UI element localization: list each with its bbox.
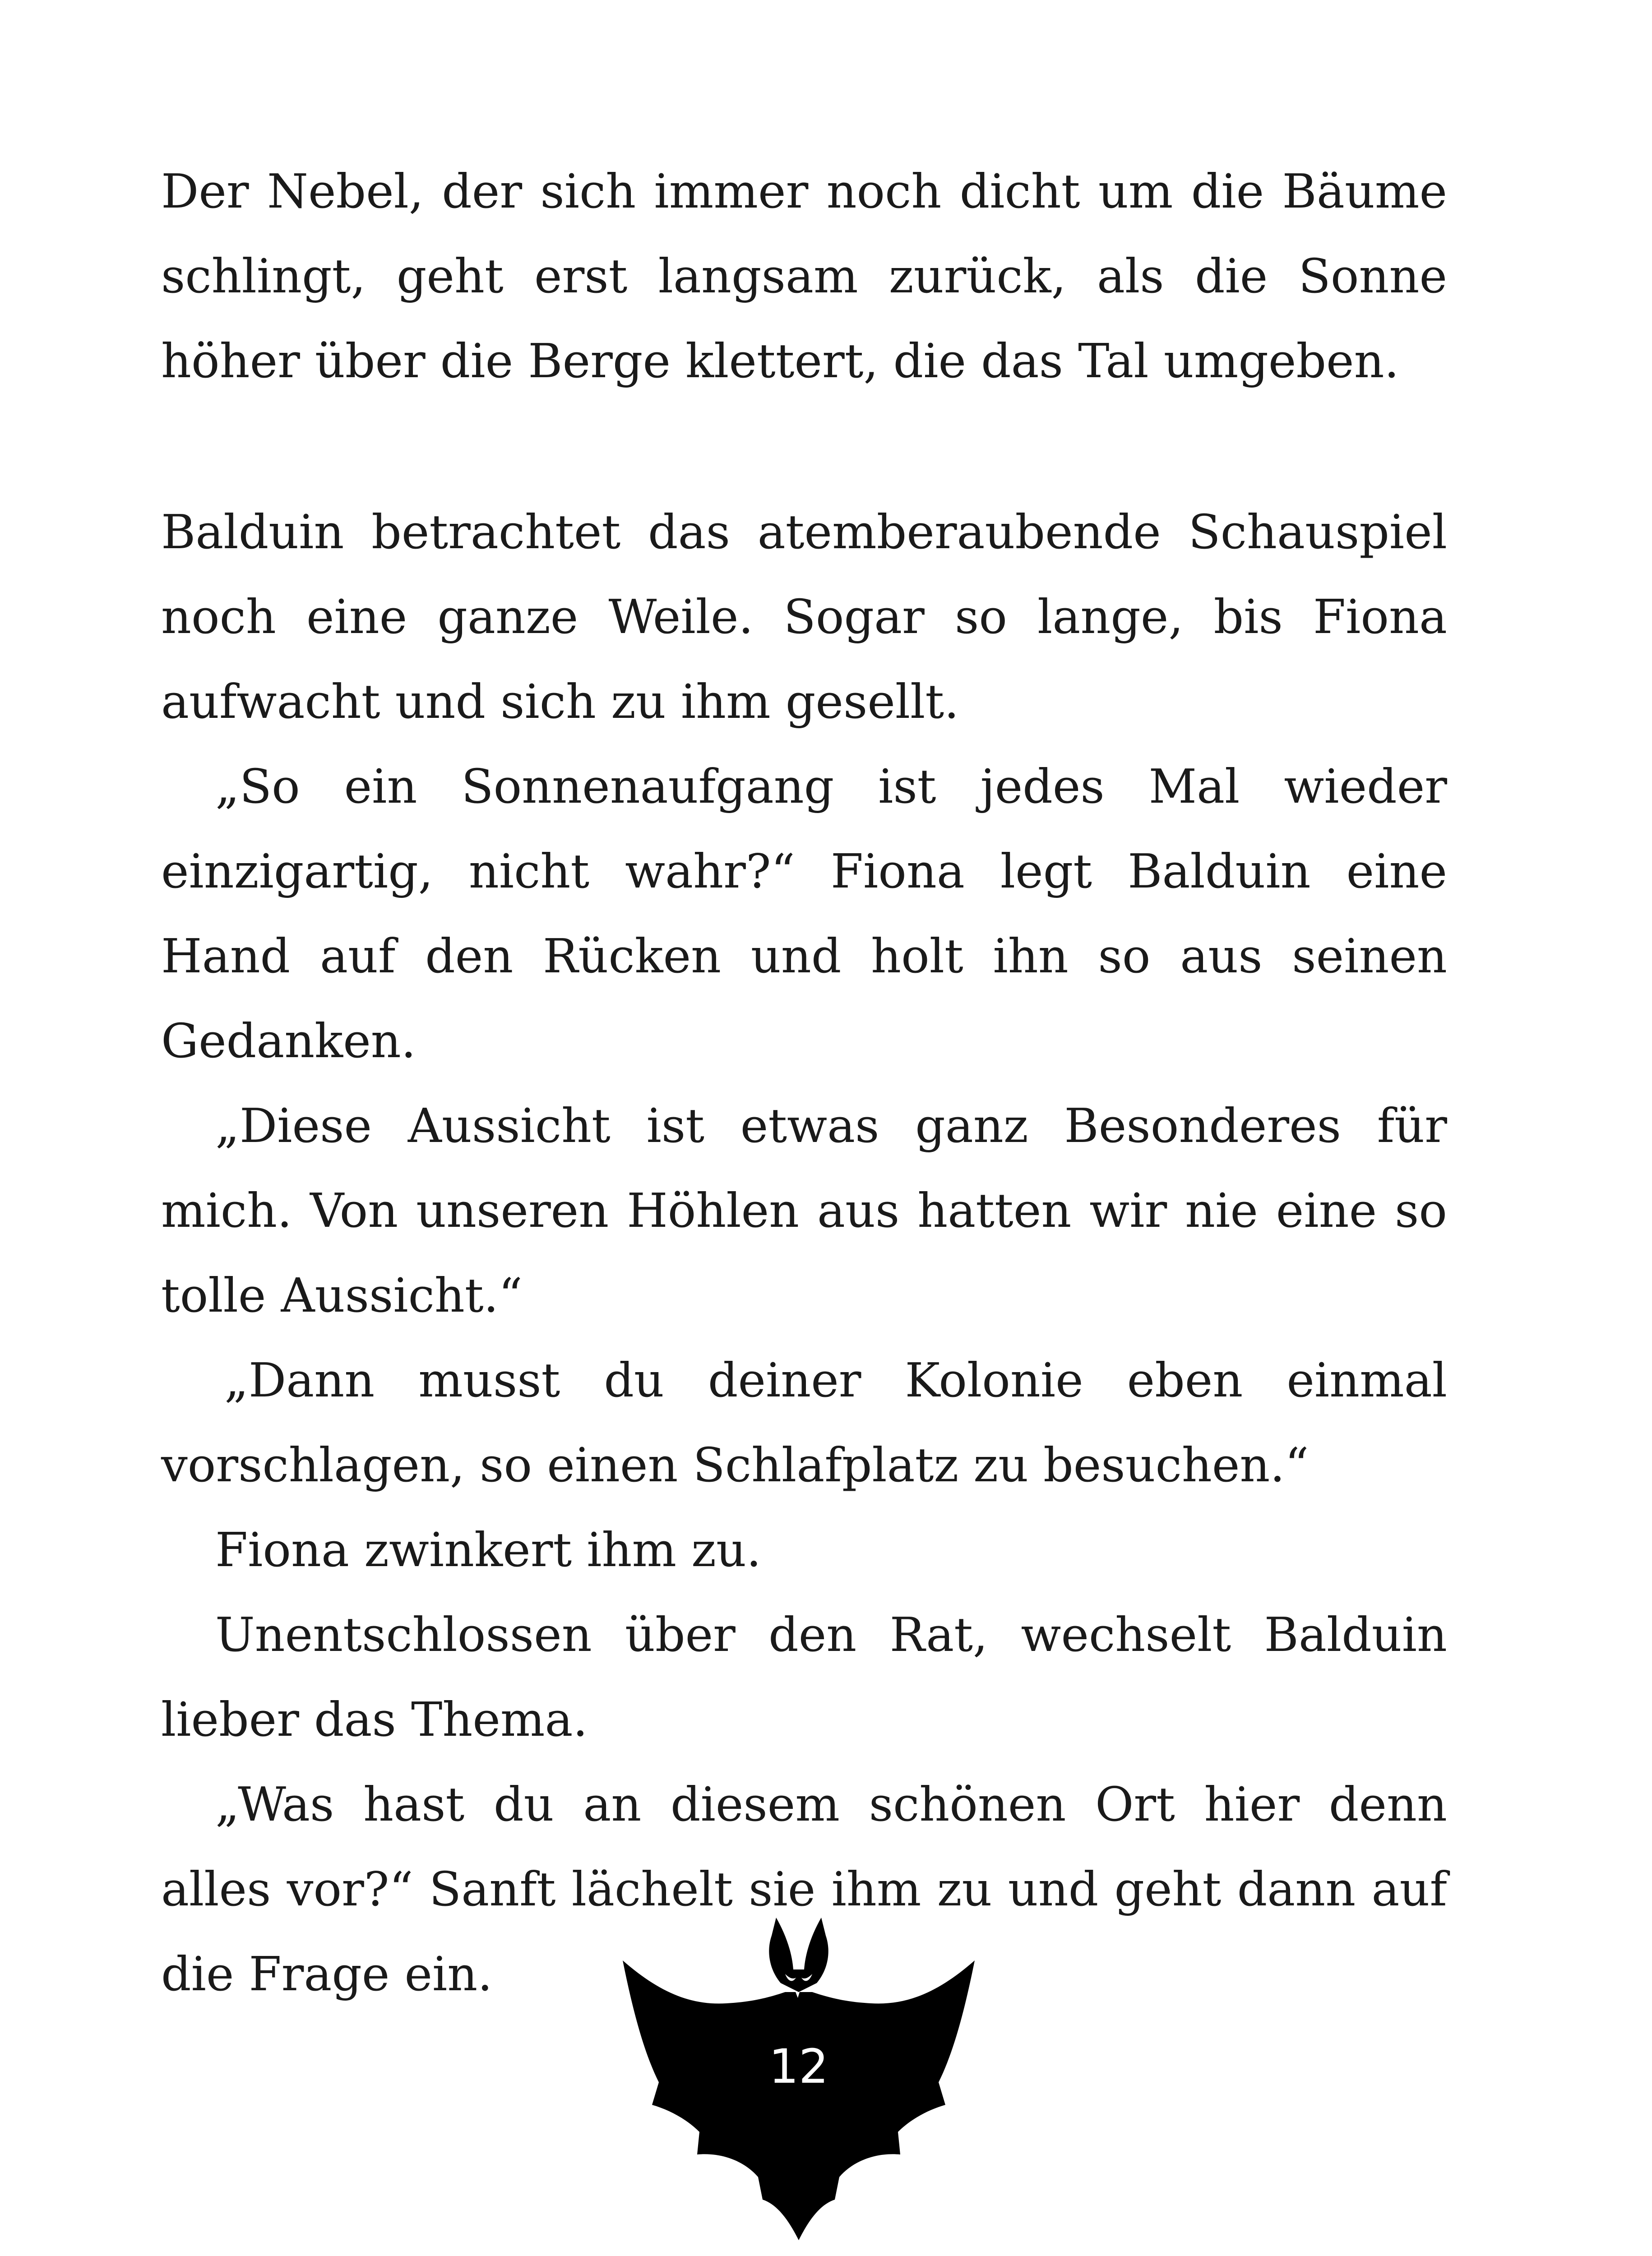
paragraph-question-quote: „Was hast du an diesem schönen Ort hier denn alles vor?“ Sanft lächelt sie ihm zu und geht dann auf die Frage ein. <box>161 1777 1447 2002</box>
paragraph-view-quote: „Diese Aussicht ist etwas ganz Besonderes für mich. Von unseren Höhlen aus hatten wir nie eine so tolle Aussicht.“ <box>161 1098 1447 1323</box>
text-block-main <box>161 490 1447 2016</box>
paragraph-sunrise-quote: „So ein Sonnenaufgang ist jedes Mal wieder einzigartig, nicht wahr?“ Fiona legt Balduin eine Hand auf den Rücken und holt ihn so aus seinen Gedanken. <box>161 759 1447 1068</box>
paragraph-colony-quote: „Dann musst du deiner Kolonie eben einmal vorschlagen, so einen Schlafplatz zu besuchen.“ <box>161 1353 1447 1493</box>
text-block-top <box>161 149 1447 403</box>
paragraph-fiona-winks: Fiona zwinkert ihm zu. <box>215 1522 762 1577</box>
paragraph-fog: Der Nebel, der sich immer noch dicht um die Bäume schlingt, geht erst langsam zurück, als die Sonne höher über die Berge klettert, die das Tal umgeben. <box>161 164 1447 388</box>
page-number: 12 <box>768 2039 829 2094</box>
paragraph-balduin-watches: Balduin betrachtet das atemberaubende Schauspiel noch eine ganze Weile. Sogar so lange, bis Fiona aufwacht und sich zu ihm gesellt. <box>161 504 1447 729</box>
paragraph-change-topic: Unentschlossen über den Rat, wechselt Balduin lieber das Thema. <box>161 1607 1447 1747</box>
